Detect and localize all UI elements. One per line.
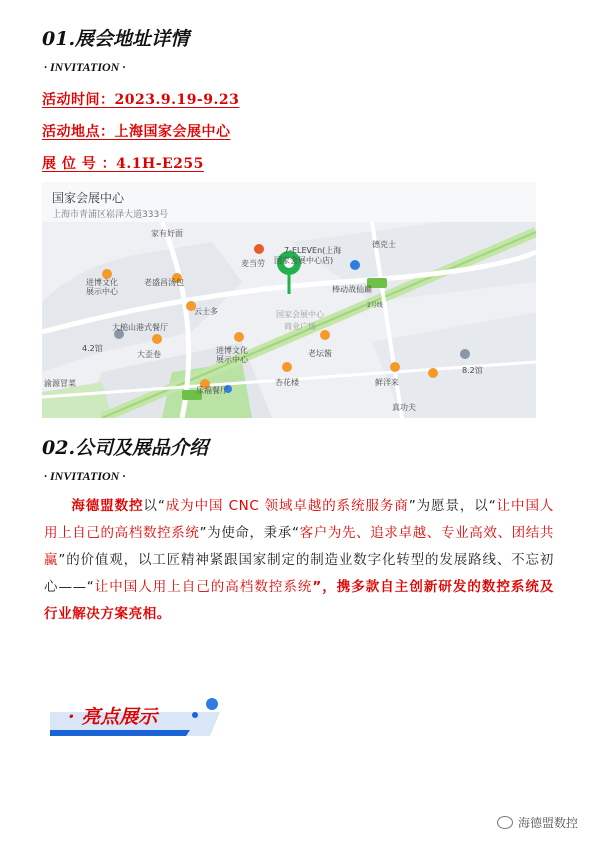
- map-address: 上海市青浦区崧泽大道333号: [52, 210, 169, 220]
- map-label: 鲜洋来: [375, 378, 399, 387]
- map-label: 国家会展中心: [276, 310, 324, 319]
- map-label: 家有好面: [151, 229, 183, 238]
- decor-dot: [192, 712, 198, 718]
- company-intro-paragraph: [44, 493, 554, 628]
- map-label: 大槌山港式餐厅: [112, 323, 168, 332]
- map-label: 4.2馆: [82, 344, 103, 353]
- map-label: 乐福餐厅: [196, 386, 228, 395]
- intro-text: ”的价值观，以工匠精神紧跟国家制定的制造业数字化转型的发展路线、不忘初心——“: [44, 552, 554, 595]
- map-label: 8.2馆: [462, 366, 483, 375]
- event-time: 活动时间：2023.9.19-9.23: [42, 92, 240, 108]
- map-label: 老坛酱: [308, 349, 332, 358]
- decor-dot: [206, 698, 218, 710]
- intro-text: 以“: [143, 498, 166, 514]
- section-1-invitation: · INVITATION ·: [44, 60, 126, 74]
- map-label: 进博文化: [216, 346, 248, 355]
- highlights-title: · 亮点展示: [68, 706, 158, 728]
- map-label: 云士多: [194, 307, 218, 316]
- map-label: 德克士: [372, 240, 396, 249]
- intro-text: ”为愿景，以“: [408, 498, 497, 514]
- section-2-title: 02.公司及展品介绍: [42, 437, 209, 459]
- section-2-invitation: · INVITATION ·: [44, 469, 126, 483]
- map-label: 进博文化: [86, 278, 118, 287]
- map-header: [42, 182, 536, 222]
- map-label: 老盛昌汤包: [144, 278, 184, 287]
- map-label: 2号线: [367, 302, 383, 309]
- section-1-title: 01.展会地址详情: [42, 28, 190, 50]
- map-label: 商业广场: [284, 322, 316, 331]
- wechat-watermark: [497, 814, 578, 831]
- map-label: 7-ELEVEn(上海: [284, 246, 342, 255]
- map-label: 杏花楼: [275, 378, 299, 387]
- map-label: 展示中心: [86, 287, 118, 296]
- map-label: 麦当劳: [241, 259, 265, 268]
- company-name: 海德盟数控: [71, 498, 144, 514]
- values-text: 客户为先、追求卓越、专业高效、团结共赢: [44, 525, 554, 568]
- location-map[interactable]: [42, 182, 536, 418]
- booth-number: 展 位 号 ：4.1H-E255: [42, 156, 204, 172]
- map-label: 真功夫: [392, 403, 416, 412]
- map-label: 展示中心: [216, 355, 248, 364]
- watermark-text: 海德盟数控: [517, 816, 578, 830]
- intro-text: ”为使命，秉承“: [199, 525, 300, 541]
- mission-text-repeat: 让中国人用上自己的高档数控系统: [94, 579, 313, 595]
- mission-text: 让中国人用上自己的高档数控系统: [44, 498, 554, 541]
- event-location: 活动地点：上海国家会展中心: [42, 124, 231, 140]
- vision-text: 成为中国 CNC 领域卓越的系统服务商: [165, 498, 409, 514]
- map-label: 大歪卷: [137, 350, 161, 359]
- wechat-icon: [497, 816, 513, 829]
- map-place-name: 国家会展中心: [52, 191, 125, 205]
- map-label: 国家会展中心店): [274, 256, 334, 265]
- map-label: 渝源冒菜: [44, 379, 76, 388]
- intro-closing: ”，携多款自主创新研发的数控系统及行业解决方案亮相。: [44, 579, 554, 622]
- map-label: 棒动战仙巅: [332, 285, 372, 294]
